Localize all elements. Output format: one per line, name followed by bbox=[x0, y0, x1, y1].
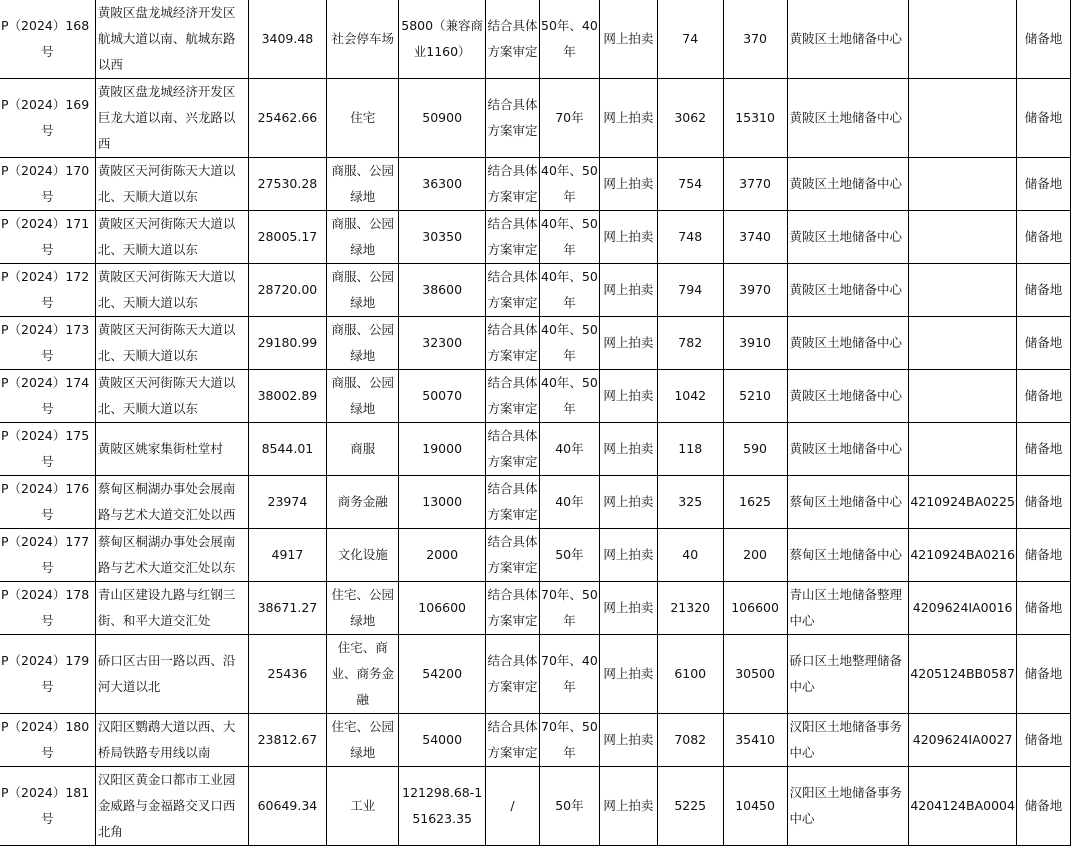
parcel-number-cell bbox=[0, 264, 95, 317]
plan-index-cell: 结合具体方案审定 bbox=[486, 317, 540, 370]
deposit-cell: 782 bbox=[657, 317, 723, 370]
land-use-cell: 商服、公园绿地 bbox=[327, 211, 399, 264]
land-source-cell: 储备地 bbox=[1017, 767, 1071, 846]
supply-unit-cell: 蔡甸区土地储备中心 bbox=[787, 529, 909, 582]
land-use-cell: 住宅、公园绿地 bbox=[327, 714, 399, 767]
electronic-code-cell: 4209624IA0016 bbox=[909, 582, 1017, 635]
deposit-cell: 748 bbox=[657, 211, 723, 264]
plan-index-cell: 结合具体方案审定 bbox=[486, 476, 540, 529]
transfer-method-cell: 网上拍卖 bbox=[599, 158, 657, 211]
parcel-number-suffix: 号 bbox=[41, 44, 54, 59]
floor-area-cell: 106600 bbox=[399, 582, 486, 635]
use-term-cell: 40年 bbox=[539, 476, 599, 529]
table-row bbox=[0, 423, 1071, 476]
land-use-cell: 商服、公园绿地 bbox=[327, 370, 399, 423]
land-area-cell: 25462.66 bbox=[248, 79, 327, 158]
parcel-number-text: P（2024）172 bbox=[1, 269, 90, 284]
deposit-cell: 1042 bbox=[657, 370, 723, 423]
table-row bbox=[0, 0, 1071, 79]
parcel-number-cell bbox=[0, 635, 95, 714]
land-source-cell: 储备地 bbox=[1017, 582, 1071, 635]
transfer-method-cell: 网上拍卖 bbox=[599, 0, 657, 79]
plan-index-cell: 结合具体方案审定 bbox=[486, 582, 540, 635]
use-term-cell: 40年、50年 bbox=[539, 370, 599, 423]
use-term-cell: 70年 bbox=[539, 79, 599, 158]
starting-price-cell: 590 bbox=[723, 423, 787, 476]
parcel-number-cell bbox=[0, 0, 95, 79]
land-source-cell: 储备地 bbox=[1017, 476, 1071, 529]
parcel-number-suffix: 号 bbox=[41, 679, 54, 694]
land-source-cell: 储备地 bbox=[1017, 79, 1071, 158]
location-cell: 黄陂区天河街陈天大道以北、天顺大道以东 bbox=[95, 264, 248, 317]
table-row bbox=[0, 370, 1071, 423]
table-row bbox=[0, 635, 1071, 714]
supply-unit-cell: 汉阳区土地储备事务中心 bbox=[787, 767, 909, 846]
deposit-cell: 794 bbox=[657, 264, 723, 317]
deposit-cell: 118 bbox=[657, 423, 723, 476]
deposit-cell: 6100 bbox=[657, 635, 723, 714]
deposit-cell: 40 bbox=[657, 529, 723, 582]
supply-unit-cell: 汉阳区土地储备事务中心 bbox=[787, 714, 909, 767]
location-cell: 黄陂区天河街陈天大道以北、天顺大道以东 bbox=[95, 158, 248, 211]
use-term-cell: 50年 bbox=[539, 767, 599, 846]
starting-price-cell: 3740 bbox=[723, 211, 787, 264]
floor-area-cell: 2000 bbox=[399, 529, 486, 582]
supply-unit-cell: 黄陂区土地储备中心 bbox=[787, 370, 909, 423]
table-row bbox=[0, 264, 1071, 317]
land-use-cell: 文化设施 bbox=[327, 529, 399, 582]
parcel-number-text: P（2024）168 bbox=[1, 18, 90, 33]
plan-index-cell: 结合具体方案审定 bbox=[486, 158, 540, 211]
starting-price-cell: 200 bbox=[723, 529, 787, 582]
parcel-number-text: P（2024）178 bbox=[1, 587, 90, 602]
deposit-cell: 325 bbox=[657, 476, 723, 529]
land-source-cell: 储备地 bbox=[1017, 423, 1071, 476]
deposit-cell: 74 bbox=[657, 0, 723, 79]
land-area-cell: 4917 bbox=[248, 529, 327, 582]
use-term-cell: 40年、50年 bbox=[539, 158, 599, 211]
parcel-number-suffix: 号 bbox=[41, 123, 54, 138]
electronic-code-cell bbox=[909, 264, 1017, 317]
use-term-cell: 40年、50年 bbox=[539, 317, 599, 370]
plan-index-cell: 结合具体方案审定 bbox=[486, 211, 540, 264]
parcel-number-suffix: 号 bbox=[41, 189, 54, 204]
parcel-number-text: P（2024）169 bbox=[1, 97, 90, 112]
land-area-cell: 38002.89 bbox=[248, 370, 327, 423]
table-row bbox=[0, 767, 1071, 846]
parcel-number-text: P（2024）173 bbox=[1, 322, 90, 337]
use-term-cell: 40年、50年 bbox=[539, 264, 599, 317]
supply-unit-cell: 黄陂区土地储备中心 bbox=[787, 423, 909, 476]
plan-index-cell: 结合具体方案审定 bbox=[486, 264, 540, 317]
supply-unit-cell: 青山区土地储备整理中心 bbox=[787, 582, 909, 635]
use-term-cell: 40年 bbox=[539, 423, 599, 476]
deposit-cell: 3062 bbox=[657, 79, 723, 158]
land-area-cell: 27530.28 bbox=[248, 158, 327, 211]
starting-price-cell: 10450 bbox=[723, 767, 787, 846]
electronic-code-cell bbox=[909, 423, 1017, 476]
use-term-cell: 40年、50年 bbox=[539, 211, 599, 264]
plan-index-cell: 结合具体方案审定 bbox=[486, 635, 540, 714]
plan-index-cell: 结合具体方案审定 bbox=[486, 79, 540, 158]
floor-area-cell: 50900 bbox=[399, 79, 486, 158]
land-use-cell: 社会停车场 bbox=[327, 0, 399, 79]
parcel-number-text: P（2024）181 bbox=[1, 785, 90, 800]
starting-price-cell: 3970 bbox=[723, 264, 787, 317]
land-area-cell: 28005.17 bbox=[248, 211, 327, 264]
floor-area-cell: 36300 bbox=[399, 158, 486, 211]
land-area-cell: 25436 bbox=[248, 635, 327, 714]
land-use-cell: 住宅、公园绿地 bbox=[327, 582, 399, 635]
floor-area-cell: 13000 bbox=[399, 476, 486, 529]
parcel-number-suffix: 号 bbox=[41, 811, 54, 826]
land-source-cell: 储备地 bbox=[1017, 317, 1071, 370]
parcel-number-suffix: 号 bbox=[41, 613, 54, 628]
parcel-number-text: P（2024）170 bbox=[1, 163, 90, 178]
location-cell: 汉阳区鹦鹉大道以西、大桥局铁路专用线以南 bbox=[95, 714, 248, 767]
starting-price-cell: 3910 bbox=[723, 317, 787, 370]
parcel-number-suffix: 号 bbox=[41, 401, 54, 416]
floor-area-cell: 32300 bbox=[399, 317, 486, 370]
parcel-number-cell bbox=[0, 158, 95, 211]
use-term-cell: 70年、50年 bbox=[539, 582, 599, 635]
parcel-number-text: P（2024）179 bbox=[1, 653, 90, 668]
location-cell: 黄陂区天河街陈天大道以北、天顺大道以东 bbox=[95, 211, 248, 264]
supply-unit-cell: 硚口区土地整理储备中心 bbox=[787, 635, 909, 714]
floor-area-cell: 54000 bbox=[399, 714, 486, 767]
parcel-number-cell bbox=[0, 317, 95, 370]
parcel-number-suffix: 号 bbox=[41, 507, 54, 522]
parcel-number-cell bbox=[0, 79, 95, 158]
starting-price-cell: 15310 bbox=[723, 79, 787, 158]
parcel-number-cell bbox=[0, 476, 95, 529]
transfer-method-cell: 网上拍卖 bbox=[599, 476, 657, 529]
supply-unit-cell: 黄陂区土地储备中心 bbox=[787, 211, 909, 264]
electronic-code-cell: 4205124BB0587 bbox=[909, 635, 1017, 714]
transfer-method-cell: 网上拍卖 bbox=[599, 79, 657, 158]
transfer-method-cell: 网上拍卖 bbox=[599, 211, 657, 264]
parcel-number-text: P（2024）175 bbox=[1, 428, 90, 443]
electronic-code-cell bbox=[909, 79, 1017, 158]
electronic-code-cell bbox=[909, 370, 1017, 423]
table-row bbox=[0, 317, 1071, 370]
floor-area-cell: 121298.68-151623.35 bbox=[399, 767, 486, 846]
plan-index-cell: 结合具体方案审定 bbox=[486, 0, 540, 79]
land-use-cell: 商服、公园绿地 bbox=[327, 264, 399, 317]
location-cell: 黄陂区盘龙城经济开发区巨龙大道以南、兴龙路以西 bbox=[95, 79, 248, 158]
land-area-cell: 8544.01 bbox=[248, 423, 327, 476]
land-use-cell: 工业 bbox=[327, 767, 399, 846]
parcel-number-cell bbox=[0, 582, 95, 635]
land-source-cell: 储备地 bbox=[1017, 714, 1071, 767]
electronic-code-cell bbox=[909, 0, 1017, 79]
parcel-number-cell bbox=[0, 767, 95, 846]
location-cell: 黄陂区天河街陈天大道以北、天顺大道以东 bbox=[95, 317, 248, 370]
floor-area-cell: 50070 bbox=[399, 370, 486, 423]
floor-area-cell: 38600 bbox=[399, 264, 486, 317]
location-cell: 蔡甸区桐湖办事处会展南路与艺术大道交汇处以东 bbox=[95, 529, 248, 582]
plan-index-cell: 结合具体方案审定 bbox=[486, 529, 540, 582]
table-row bbox=[0, 476, 1071, 529]
land-source-cell: 储备地 bbox=[1017, 370, 1071, 423]
location-cell: 黄陂区天河街陈天大道以北、天顺大道以东 bbox=[95, 370, 248, 423]
use-term-cell: 70年、40年 bbox=[539, 635, 599, 714]
electronic-code-cell: 4210924BA0225 bbox=[909, 476, 1017, 529]
table-row bbox=[0, 211, 1071, 264]
land-use-cell: 商服、公园绿地 bbox=[327, 317, 399, 370]
transfer-method-cell: 网上拍卖 bbox=[599, 714, 657, 767]
land-area-cell: 29180.99 bbox=[248, 317, 327, 370]
supply-unit-cell: 黄陂区土地储备中心 bbox=[787, 264, 909, 317]
parcel-number-text: P（2024）180 bbox=[1, 719, 90, 734]
use-term-cell: 50年、40年 bbox=[539, 0, 599, 79]
location-cell: 硚口区古田一路以西、沿河大道以北 bbox=[95, 635, 248, 714]
starting-price-cell: 370 bbox=[723, 0, 787, 79]
transfer-method-cell: 网上拍卖 bbox=[599, 529, 657, 582]
land-area-cell: 23812.67 bbox=[248, 714, 327, 767]
land-source-cell: 储备地 bbox=[1017, 529, 1071, 582]
location-cell: 黄陂区姚家集街杜堂村 bbox=[95, 423, 248, 476]
starting-price-cell: 1625 bbox=[723, 476, 787, 529]
electronic-code-cell bbox=[909, 211, 1017, 264]
parcel-number-suffix: 号 bbox=[41, 560, 54, 575]
starting-price-cell: 106600 bbox=[723, 582, 787, 635]
transfer-method-cell: 网上拍卖 bbox=[599, 767, 657, 846]
land-area-cell: 60649.34 bbox=[248, 767, 327, 846]
starting-price-cell: 35410 bbox=[723, 714, 787, 767]
supply-unit-cell: 黄陂区土地储备中心 bbox=[787, 317, 909, 370]
starting-price-cell: 5210 bbox=[723, 370, 787, 423]
electronic-code-cell bbox=[909, 158, 1017, 211]
parcel-number-suffix: 号 bbox=[41, 348, 54, 363]
parcel-number-cell bbox=[0, 370, 95, 423]
transfer-method-cell: 网上拍卖 bbox=[599, 264, 657, 317]
use-term-cell: 70年、50年 bbox=[539, 714, 599, 767]
location-cell: 青山区建设九路与红钢三街、和平大道交汇处 bbox=[95, 582, 248, 635]
location-cell: 蔡甸区桐湖办事处会展南路与艺术大道交汇处以西 bbox=[95, 476, 248, 529]
land-area-cell: 23974 bbox=[248, 476, 327, 529]
parcel-number-suffix: 号 bbox=[41, 295, 54, 310]
table-row bbox=[0, 79, 1071, 158]
electronic-code-cell: 4209624IA0027 bbox=[909, 714, 1017, 767]
starting-price-cell: 3770 bbox=[723, 158, 787, 211]
parcel-number-text: P（2024）174 bbox=[1, 375, 90, 390]
plan-index-cell: 结合具体方案审定 bbox=[486, 370, 540, 423]
parcel-number-text: P（2024）176 bbox=[1, 481, 90, 496]
plan-index-cell: 结合具体方案审定 bbox=[486, 714, 540, 767]
parcel-number-cell bbox=[0, 714, 95, 767]
transfer-method-cell: 网上拍卖 bbox=[599, 582, 657, 635]
electronic-code-cell bbox=[909, 317, 1017, 370]
deposit-cell: 21320 bbox=[657, 582, 723, 635]
table-row bbox=[0, 529, 1071, 582]
table-row bbox=[0, 714, 1071, 767]
deposit-cell: 5225 bbox=[657, 767, 723, 846]
land-source-cell: 储备地 bbox=[1017, 264, 1071, 317]
land-area-cell: 38671.27 bbox=[248, 582, 327, 635]
supply-unit-cell: 黄陂区土地储备中心 bbox=[787, 0, 909, 79]
parcel-number-text: P（2024）177 bbox=[1, 534, 90, 549]
starting-price-cell: 30500 bbox=[723, 635, 787, 714]
land-source-cell: 储备地 bbox=[1017, 635, 1071, 714]
parcel-number-suffix: 号 bbox=[41, 454, 54, 469]
land-source-cell: 储备地 bbox=[1017, 211, 1071, 264]
land-use-cell: 住宅、商业、商务金融 bbox=[327, 635, 399, 714]
plan-index-cell: 结合具体方案审定 bbox=[486, 423, 540, 476]
parcel-number-suffix: 号 bbox=[41, 745, 54, 760]
land-area-cell: 3409.48 bbox=[248, 0, 327, 79]
electronic-code-cell: 4204124BA0004 bbox=[909, 767, 1017, 846]
land-source-cell: 储备地 bbox=[1017, 0, 1071, 79]
floor-area-cell: 5800（兼容商业1160） bbox=[399, 0, 486, 79]
transfer-method-cell: 网上拍卖 bbox=[599, 635, 657, 714]
parcel-number-suffix: 号 bbox=[41, 242, 54, 257]
table-row bbox=[0, 582, 1071, 635]
supply-unit-cell: 蔡甸区土地储备中心 bbox=[787, 476, 909, 529]
location-cell: 黄陂区盘龙城经济开发区航城大道以南、航城东路以西 bbox=[95, 0, 248, 79]
electronic-code-cell: 4210924BA0216 bbox=[909, 529, 1017, 582]
floor-area-cell: 54200 bbox=[399, 635, 486, 714]
plan-index-cell: / bbox=[486, 767, 540, 846]
transfer-method-cell: 网上拍卖 bbox=[599, 317, 657, 370]
floor-area-cell: 19000 bbox=[399, 423, 486, 476]
use-term-cell: 50年 bbox=[539, 529, 599, 582]
supply-unit-cell: 黄陂区土地储备中心 bbox=[787, 158, 909, 211]
supply-unit-cell: 黄陂区土地储备中心 bbox=[787, 79, 909, 158]
land-use-cell: 住宅 bbox=[327, 79, 399, 158]
parcel-number-cell bbox=[0, 529, 95, 582]
transfer-method-cell: 网上拍卖 bbox=[599, 423, 657, 476]
floor-area-cell: 30350 bbox=[399, 211, 486, 264]
location-cell: 汉阳区黄金口都市工业园金威路与金福路交叉口西北角 bbox=[95, 767, 248, 846]
parcel-number-text: P（2024）171 bbox=[1, 216, 90, 231]
deposit-cell: 7082 bbox=[657, 714, 723, 767]
land-use-cell: 商服、公园绿地 bbox=[327, 158, 399, 211]
parcel-number-cell bbox=[0, 423, 95, 476]
deposit-cell: 754 bbox=[657, 158, 723, 211]
table-row bbox=[0, 158, 1071, 211]
land-use-cell: 商服 bbox=[327, 423, 399, 476]
land-area-cell: 28720.00 bbox=[248, 264, 327, 317]
land-source-cell: 储备地 bbox=[1017, 158, 1071, 211]
parcel-number-cell bbox=[0, 211, 95, 264]
transfer-method-cell: 网上拍卖 bbox=[599, 370, 657, 423]
land-use-cell: 商务金融 bbox=[327, 476, 399, 529]
